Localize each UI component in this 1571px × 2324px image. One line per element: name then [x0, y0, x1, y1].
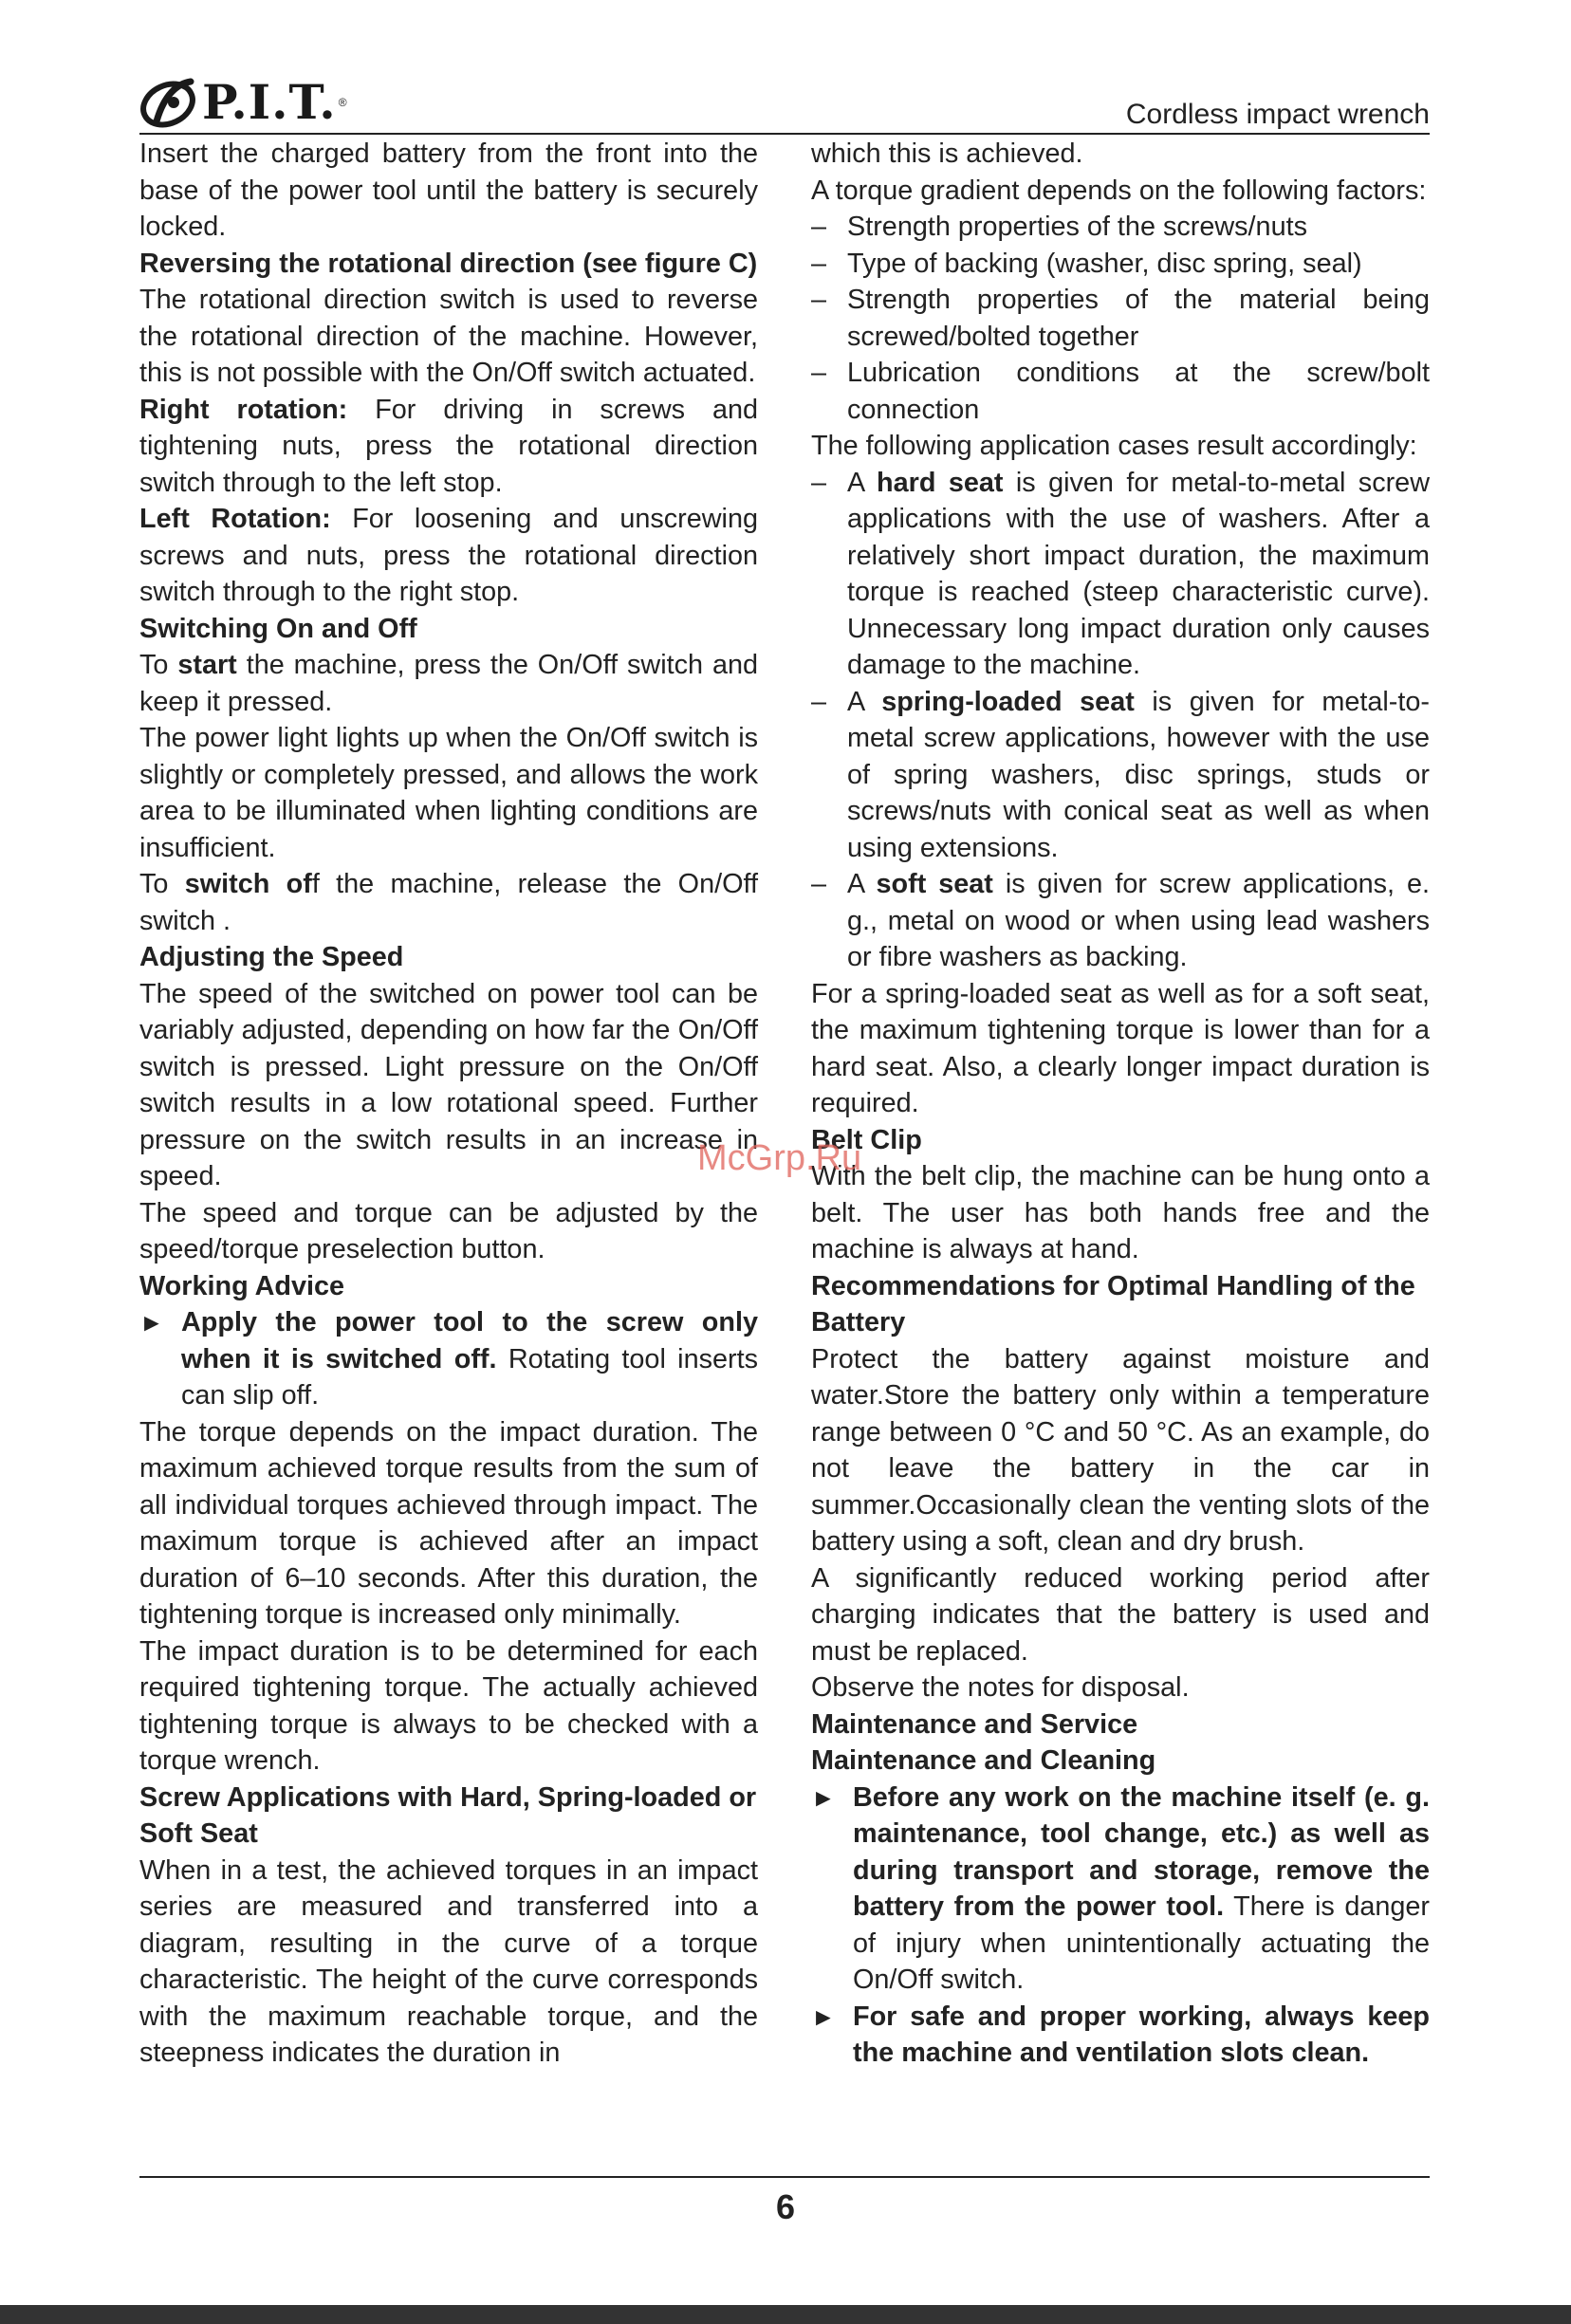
dash-marker: – — [811, 248, 827, 279]
bold-text: soft seat — [876, 869, 993, 899]
text-body: There is danger of injury when unintentionally actuating the On/Off switch. — [853, 1891, 1430, 1995]
section-heading: Maintenance and Cleaning — [811, 1745, 1156, 1776]
dash-marker: – — [811, 869, 827, 899]
bullet-item — [139, 1304, 758, 1414]
logo-text: P.I.T. — [202, 74, 337, 130]
bold-text: spring-loaded seat — [881, 686, 1135, 717]
text-prefix: A — [847, 869, 877, 899]
arrow-bullet-icon: ► — [811, 1782, 836, 1812]
bold-text: Apply the power tool to the screw only when it is switched off. — [181, 1307, 758, 1374]
text-body: For driving in screws and tightening nuts, press the rotational direction switch through to the left stop. — [139, 394, 758, 498]
bold-text: Before any work on the machine itself (e. g. maintenance, tool change, etc.) as well as during transport and storage, remove the battery from the power tool. — [853, 1781, 1430, 1922]
brand-logo — [139, 74, 347, 130]
text-body: Protect the battery against moisture and water.Store the battery only within a temperature range between 0 °C and 50 °C. As an example, do not leave the battery in the car in summer.Occasionally clean the venting slots of the battery using a soft, clean and dry brush. — [811, 1343, 1430, 1557]
paragraph — [139, 866, 758, 939]
text-body: Type of backing (washer, disc spring, seal) — [847, 248, 1362, 279]
paragraph — [139, 392, 758, 502]
text-body: For loosening and unscrewing screws and nuts, press the rotational direction switch through to the right stop. — [139, 504, 758, 607]
left-column — [139, 136, 758, 2072]
text-body: The rotational direction switch is used to reverse the rotational direction of the machine. However, this is not possible with the On/Off switch actuated. — [139, 285, 758, 388]
text-body: The torque depends on the impact duration. The maximum achieved torque results from the sum of all individual torques achieved through impact. The maximum torque is achieved after an impact duration of 6–10 seconds. After this duration, the tightening torque is increased only minimally. — [139, 1416, 758, 1630]
logo-registered-mark: ® — [338, 95, 347, 109]
right-column — [811, 136, 1430, 2072]
text-body: When in a test, the achieved torques in an impact series are measured and transferred into a diagram, resulting in the curve of a torque characteristic. The height of the curve corresponds with the maximum reachable torque, and the steepness indicates the duration in — [139, 1854, 758, 2068]
text-body: Rotating tool inserts can slip off. — [181, 1343, 758, 1411]
bold-text: Left Rotation: — [139, 504, 331, 534]
dash-list-item — [811, 209, 1430, 246]
arrow-bullet-icon: ► — [139, 1308, 164, 1337]
section-heading: Working Advice — [139, 1270, 345, 1301]
paragraph — [811, 173, 1430, 210]
section-heading: Belt Clip — [811, 1124, 922, 1155]
text-body: Observe the notes for disposal. — [811, 1672, 1190, 1703]
text-body: f the machine, release the On/Off switch . — [139, 869, 758, 936]
dash-list-item — [811, 246, 1430, 283]
dash-item-text — [847, 209, 1430, 246]
dash-marker: – — [811, 212, 827, 242]
bullet-item — [811, 1780, 1430, 1999]
paragraph — [139, 976, 758, 1195]
paragraph — [139, 136, 758, 246]
section-heading: Maintenance and Service — [811, 1708, 1138, 1740]
text-prefix: To — [139, 869, 185, 899]
paragraph — [811, 1669, 1430, 1706]
text-body: The power light lights up when the On/Off switch is slightly or completely pressed, and allows the work area to be illuminated when lighting conditions are insufficient. — [139, 723, 758, 863]
header-title: Cordless impact wrench — [1125, 99, 1430, 130]
dash-item-text — [847, 684, 1430, 867]
text-body: The following application cases result accordingly: — [811, 431, 1417, 461]
section-heading: Switching On and Off — [139, 613, 417, 644]
bold-text: start — [177, 650, 237, 680]
text-body: The speed of the switched on power tool can be variably adjusted, depending on how far the On/Off switch is pressed. Light pressure on the On/Off switch results in a low rotational speed. Further pressure on the switch results in an increase in speed. — [139, 978, 758, 1191]
bullet-item — [811, 1999, 1430, 2072]
paragraph — [139, 1195, 758, 1268]
arrow-bullet-icon: ► — [811, 2001, 836, 2031]
section-heading: Reversing the rotational direction (see figure C) — [139, 248, 758, 279]
text-body: The impact duration is to be determined for each required tightening torque. The actually achieved tightening torque is always to be checked with a torque wrench. — [139, 1635, 758, 1776]
dash-list-item — [811, 282, 1430, 355]
dash-item-text — [847, 866, 1430, 976]
dash-item-text — [847, 246, 1430, 283]
text-prefix: A — [847, 467, 878, 498]
text-body: which this is achieved. — [811, 138, 1083, 169]
text-body: Strength properties of the screws/nuts — [847, 212, 1307, 242]
page-number: 6 — [775, 2187, 796, 2226]
section-heading: Screw Applications with Hard, Spring-loaded or Soft Seat — [139, 1781, 757, 1849]
paragraph — [811, 1341, 1430, 1560]
paragraph — [811, 976, 1430, 1122]
paragraph — [811, 1158, 1430, 1268]
bold-text: Right rotation: — [139, 394, 348, 425]
text-body: is given for metal-to-metal screw applications, however with the use of spring washers, disc springs, studs or screws/nuts with conical seat as well as when using extensions. — [847, 686, 1430, 863]
logo-swirl-icon — [139, 76, 200, 129]
dash-list-item — [811, 866, 1430, 976]
text-body: A torque gradient depends on the following factors: — [811, 175, 1427, 206]
paragraph — [139, 1414, 758, 1633]
text-body: is given for metal-to-metal screw applications with the use of washers. After a relatively short impact duration, the maximum torque is reached (steep characteristic curve). Unnecessary long impact duration only causes damage to the machine. — [847, 467, 1430, 680]
bottom-bar — [0, 2305, 1571, 2324]
paragraph — [811, 1560, 1430, 1670]
dash-list-item — [811, 465, 1430, 684]
dash-list-item — [811, 355, 1430, 428]
bullet-item-text — [853, 1999, 1430, 2072]
paragraph — [139, 1633, 758, 1780]
text-body: For a spring-loaded seat as well as for a soft seat, the maximum tightening torque is lower than for a hard seat. Also, a clearly longer impact duration is required. — [811, 978, 1430, 1118]
bold-text: hard seat — [877, 467, 1004, 498]
dash-marker: – — [811, 686, 827, 717]
paragraph — [139, 282, 758, 392]
dash-marker: – — [811, 285, 827, 315]
paragraph — [139, 501, 758, 611]
section-heading: Recommendations for Optimal Handling of the Battery — [811, 1270, 1415, 1337]
paragraph — [139, 720, 758, 866]
footer-divider — [139, 2176, 1430, 2178]
text-body: Lubrication conditions at the screw/bolt connection — [847, 358, 1430, 425]
paragraph — [139, 1853, 758, 2072]
text-body: With the belt clip, the machine can be hung onto a belt. The user has both hands free and the machine is always at hand. — [811, 1161, 1430, 1264]
text-body: Strength properties of the material being screwed/bolted together — [847, 285, 1430, 352]
paragraph — [811, 428, 1430, 465]
bullet-item-text — [853, 1780, 1430, 1999]
dash-marker: – — [811, 358, 827, 388]
watermark: McGrp.Ru — [697, 1138, 862, 1178]
bold-text: switch of — [184, 869, 312, 899]
text-body: is given for screw applications, e. g., metal on wood or when using lead washers or fibre washers as backing. — [847, 869, 1430, 972]
dash-item-text — [847, 282, 1430, 355]
bold-text: For safe and proper working, always keep the machine and ventilation slots clean. — [853, 2001, 1430, 2068]
text-body: A significantly reduced working period after charging indicates that the battery is used and must be replaced. — [811, 1562, 1430, 1667]
paragraph — [811, 136, 1430, 173]
text-body: The speed and torque can be adjusted by the speed/torque preselection button. — [139, 1197, 758, 1264]
text-body: the machine, press the On/Off switch and keep it pressed. — [139, 650, 758, 717]
text-prefix: A — [847, 686, 882, 717]
dash-marker: – — [811, 467, 827, 498]
paragraph — [139, 647, 758, 720]
dash-item-text — [847, 465, 1430, 684]
dash-list-item — [811, 684, 1430, 867]
bullet-item-text — [181, 1304, 758, 1414]
section-heading: Adjusting the Speed — [139, 942, 404, 972]
text-prefix: To — [139, 650, 178, 680]
text-body: Insert the charged battery from the front into the base of the power tool until the battery is securely locked. — [139, 138, 758, 242]
dash-item-text — [847, 355, 1430, 428]
page-header — [139, 74, 1430, 135]
